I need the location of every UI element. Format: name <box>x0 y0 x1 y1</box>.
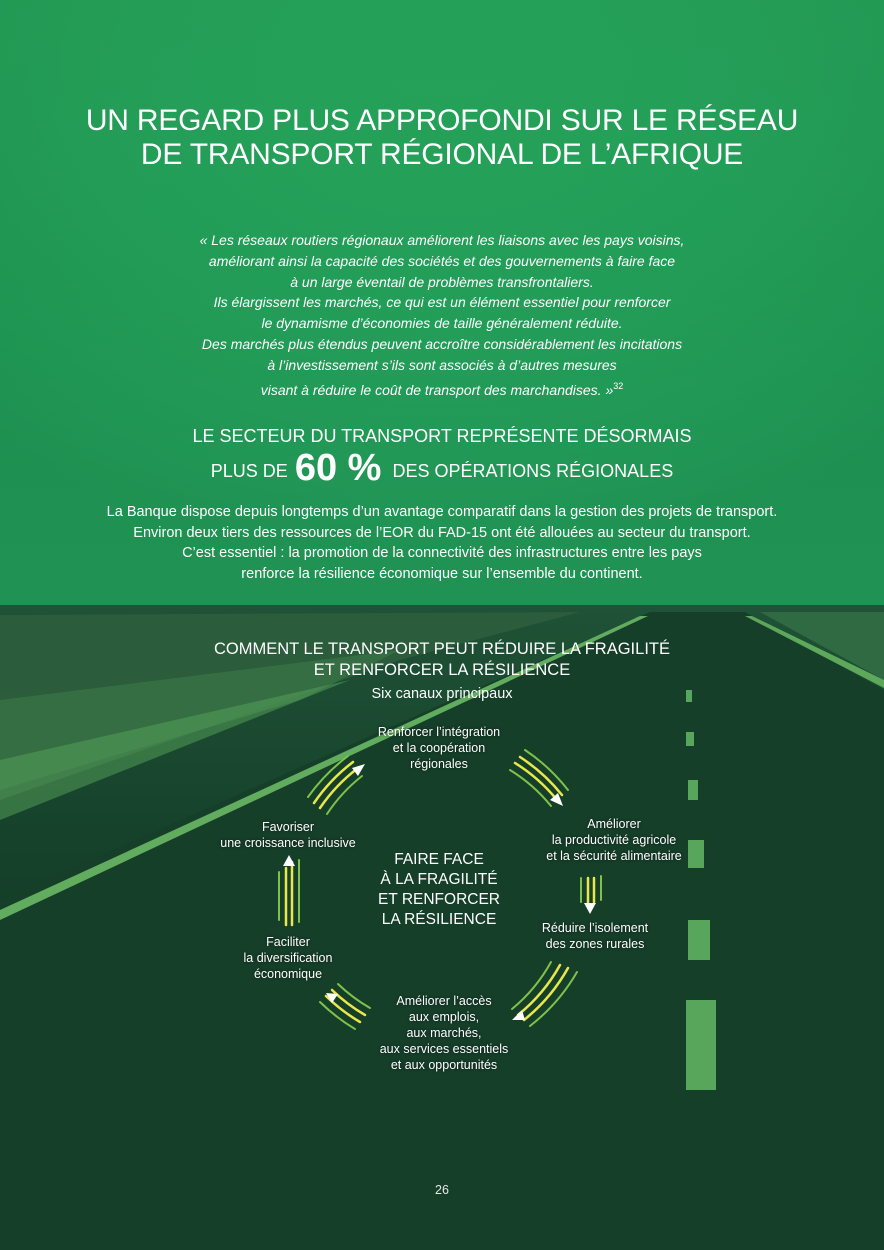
channel-line: et la coopération <box>392 741 486 755</box>
channel-line: Améliorer l’accès <box>396 994 492 1008</box>
quote-last-line <box>0 376 884 401</box>
quote-line: le dynamisme d’économies de taille généralement réduite. <box>261 315 623 332</box>
quote-line: Des marchés plus étendus peuvent accroître considérablement les incitations <box>201 335 683 352</box>
stat-heading-line-2 <box>0 446 884 493</box>
center-line: ET RENFORCER <box>377 891 500 908</box>
center-line: FAIRE FACE <box>394 851 484 868</box>
channel-inclusive-growth <box>193 819 383 851</box>
quote-line: visant à réduire le coût de transport des marchandises. » <box>260 381 614 398</box>
diagram-subtitle: Six canaux principaux <box>371 686 513 702</box>
diagram-title-line-2: ET RENFORCER LA RÉSILIENCE <box>313 661 571 679</box>
stat-value: 60 % <box>294 447 382 489</box>
channel-line: des zones rurales <box>545 937 645 951</box>
diagram-title <box>0 639 884 681</box>
channel-line: et aux opportunités <box>390 1058 498 1072</box>
channel-access <box>344 993 544 1073</box>
quote-line: à l’investissement s’ils sont associés à d’autres mesures <box>267 356 617 373</box>
channel-line: Faciliter <box>266 935 310 949</box>
channel-line: Renforcer l’intégration <box>377 725 501 739</box>
channel-line: aux emplois, <box>408 1010 480 1024</box>
quote-line: « Les réseaux routiers régionaux améliorent les liaisons avec les pays voisins, <box>199 232 685 248</box>
page-number: 26 <box>435 1183 449 1197</box>
quote-line: à un large éventail de problèmes transfrontaliers. <box>290 273 594 290</box>
quote-block <box>0 230 884 400</box>
body-paragraph <box>0 502 884 584</box>
body-line: Environ deux tiers des ressources de l’EOR du FAD-15 ont été allouées au secteur du transport. <box>133 524 751 541</box>
channel-line: Réduire l’isolement <box>541 921 649 935</box>
quote-line: Ils élargissent les marchés, ce qui est un élément essentiel pour renforcer <box>213 294 671 311</box>
channel-line: aux marchés, <box>406 1026 482 1040</box>
channel-line: Favoriser <box>261 820 315 834</box>
quote-line: améliorant ainsi la capacité des sociétés et des gouvernements à faire face <box>208 252 676 269</box>
channel-line: régionales <box>410 757 468 771</box>
channel-agriculture <box>514 816 714 864</box>
body-line: C’est essentiel : la promotion de la connectivité des infrastructures entre les pays <box>182 545 702 561</box>
channel-line: la diversification <box>243 951 333 965</box>
stat-prefix: PLUS DE <box>210 461 288 481</box>
channel-line: Améliorer <box>587 817 641 831</box>
page-title <box>0 104 884 172</box>
center-line: À LA FRAGILITÉ <box>380 871 498 888</box>
body-line: renforce la résilience économique sur l’ensemble du continent. <box>241 565 643 582</box>
center-line: LA RÉSILIENCE <box>381 911 497 928</box>
stat-heading-line-1: LE SECTEUR DU TRANSPORT REPRÉSENTE DÉSORMAIS <box>192 426 692 446</box>
footnote-ref: 32 <box>613 380 624 391</box>
diagram-center-label <box>334 850 544 930</box>
channel-line: et la sécurité alimentaire <box>546 849 682 863</box>
body-line: La Banque dispose depuis longtemps d’un avantage comparatif dans la gestion des projets de transport. <box>106 504 778 520</box>
channel-line: aux services essentiels <box>379 1042 509 1056</box>
channel-diversification <box>208 934 368 982</box>
channel-integration <box>334 724 544 772</box>
diagram-title-line-1: COMMENT LE TRANSPORT PEUT RÉDUIRE LA FRAGILITÉ <box>214 640 670 658</box>
title-line-2: DE TRANSPORT RÉGIONAL DE L’AFRIQUE <box>140 138 744 171</box>
channel-line: économique <box>253 967 323 981</box>
channel-line: la productivité agricole <box>551 833 677 847</box>
stat-suffix: DES OPÉRATIONS RÉGIONALES <box>392 461 674 481</box>
channel-line: une croissance inclusive <box>220 836 356 850</box>
title-line-1: UN REGARD PLUS APPROFONDI SUR LE RÉSEAU <box>85 104 799 137</box>
